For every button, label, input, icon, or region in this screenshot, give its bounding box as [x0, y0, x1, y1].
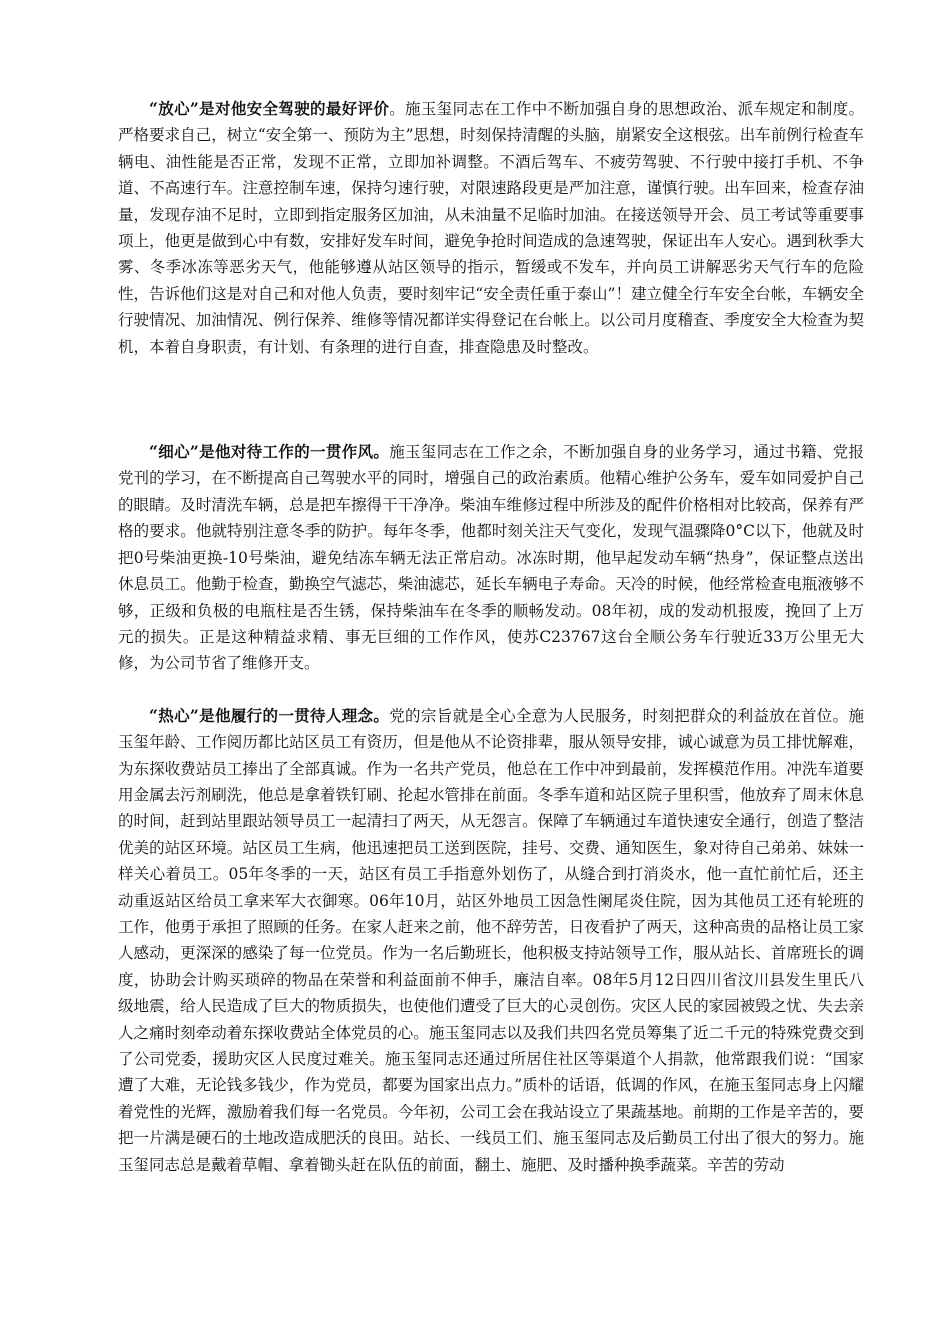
paragraph-reassurance [118, 96, 864, 360]
paragraph-spacer [118, 360, 864, 439]
paragraph-spacer [118, 677, 864, 703]
paragraph-lead: “细心”是他对待工作的一贯作风。 [149, 442, 390, 462]
paragraph-lead: “热心”是他履行的一贯待人理念。 [149, 705, 390, 725]
paragraph-body: 。施玉玺同志在工作中不断加强自身的思想政治、派车规定和制度。严格要求自己，树立“安全第一、预防为主”思想，时刻保持清醒的头脑，崩紧安全这根弦。出车前例行检查车辆电、油性能是否正常，发现不正常，立即加补调整。不酒后驾车、不疲劳驾驶、不行驶中接打手机、不争道、不高速行车。注意控制车速，保持匀速行驶，对限速路段更是严加注意，谨慎行驶。出车回来，检查存油量，发现存油不足时，立即到指定服务区加油，从未油量不足临时加油。在接送领导开会、员工考试等重要事项上，他更是做到心中有数，安排好发车时间，避免争抢时间造成的急速驾驶，保证出车人安心。遇到秋季大雾、冬季冰冻等恶劣天气，他能够遵从站区领导的指示，暂缓或不发车，并向员工讲解恶劣天气行车的危险性，告诉他们这是对自己和对他人负责，要时刻牢记“安全责任重于泰山”！建立健全行车安全台帐，车辆安全行驶情况、加油情况、例行保养、维修等情况都详实得登记在台帐上。以公司月度稽查、季度安全大检查为契机，本着自身职责，有计划、有条理的进行自查，排查隐患及时整改。 [118, 100, 864, 356]
paragraph-warmheartedness [118, 703, 864, 1178]
paragraph-body: 党的宗旨就是全心全意为人民服务，时刻把群众的利益放在首位。施玉玺年龄、工作阅历都比站区员工有资历，但是他从不论资排辈，服从领导安排，诚心诚意为员工排忧解难，为东探收费站员工捧出了全部真诚。作为一名共产党员，他总在工作中冲到最前，发挥模范作用。冲洗车道要用金属去污剂刷洗，他总是拿着铁钉刷、抡起水管排在前面。冬季车道和站区院子里积雪，他放弃了周末休息的时间，赶到站里跟站领导员工一起清扫了两天，从无怨言。保障了车辆通过车道快速安全通行，创造了整洁优美的站区环境。站区员工生病，他迅速把员工送到医院，挂号、交费、通知医生，象对待自己弟弟、妹妹一样关心着员工。05年冬季的一天，站区有员工手指意外划伤了，从缝合到打消炎水，他一直忙前忙后，还主动重返站区给员工拿来军大衣御寒。06年10月，站区外地员工因急性阑尾炎住院，因为其他员工还有轮班的工作，他勇于承担了照顾的任务。在家人赶来之前，他不辞劳苦，日夜看护了两天，这种高贵的品格让员工家人感动，更深深的感染了每一位党员。作为一名后勤班长，他积极支持站领导工作，服从站长、首席班长的调度，协助会计购买琐碎的物品在荣誉和利益面前不伸手，廉洁自率。08年5月12日四川省汶川县发生里氏八级地震，给人民造成了巨大的物质损失，也使他们遭受了巨大的心灵创伤。灾区人民的家园被毁之忧、失去亲人之痛时刻牵动着东探收费站全体党员的心。施玉玺同志以及我们共四名党员筹集了近二千元的特殊党费交到了公司党委，援助灾区人民度过难关。施玉玺同志还通过所居住社区等渠道个人捐款，他常跟我们说：“国家遭了大难，无论钱多钱少，作为党员，都要为国家出点力。”质朴的话语，低调的作风，在施玉玺同志身上闪耀着党性的光辉，激励着我们每一名党员。今年初，公司工会在我站设立了果蔬基地。前期的工作是辛苦的，要把一片满是硬石的土地改造成肥沃的良田。站长、一线员工们、施玉玺同志及后勤员工付出了很大的努力。施玉玺同志总是戴着草帽、拿着锄头赶在队伍的前面，翻土、施肥、及时播种换季蔬菜。辛苦的劳动 [118, 706, 864, 1174]
paragraph-lead: “放心”是对他安全驾驶的最好评价 [149, 99, 390, 118]
document-page [118, 96, 864, 1178]
paragraph-carefulness [118, 439, 864, 677]
paragraph-body: 施玉玺同志在工作之余，不断加强自身的业务学习，通过书籍、党报党刊的学习，在不断提高自己驾驶水平的同时，增强自己的政治素质。他精心维护公务车，爱车如同爱护自己的眼睛。及时清洗车辆，总是把车擦得干干净净。柴油车维修过程中所涉及的配件价格相对比较高，保养有严格的要求。他就特别注意冬季的防护。每年冬季，他都时刻关注天气变化，发现气温骤降0°C以下，他就及时把0号柴油更换-10号柴油，避免结冻车辆无法正常启动。冰冻时期，他早起发动车辆“热身”，保证整点送出休息员工。他勤于检查，勤换空气滤芯，柴油滤芯，延长车辆电子寿命。天冷的时候，他经常检查电瓶液够不够，正级和负极的电瓶柱是否生锈，保持柴油车在冬季的顺畅发动。08年初，成的发动机报废，挽回了上万元的损失。正是这种精益求精、事无巨细的工作作风，使苏C23767这台全顺公务车行驶近33万公里无大修，为公司节省了维修开支。 [118, 443, 864, 673]
